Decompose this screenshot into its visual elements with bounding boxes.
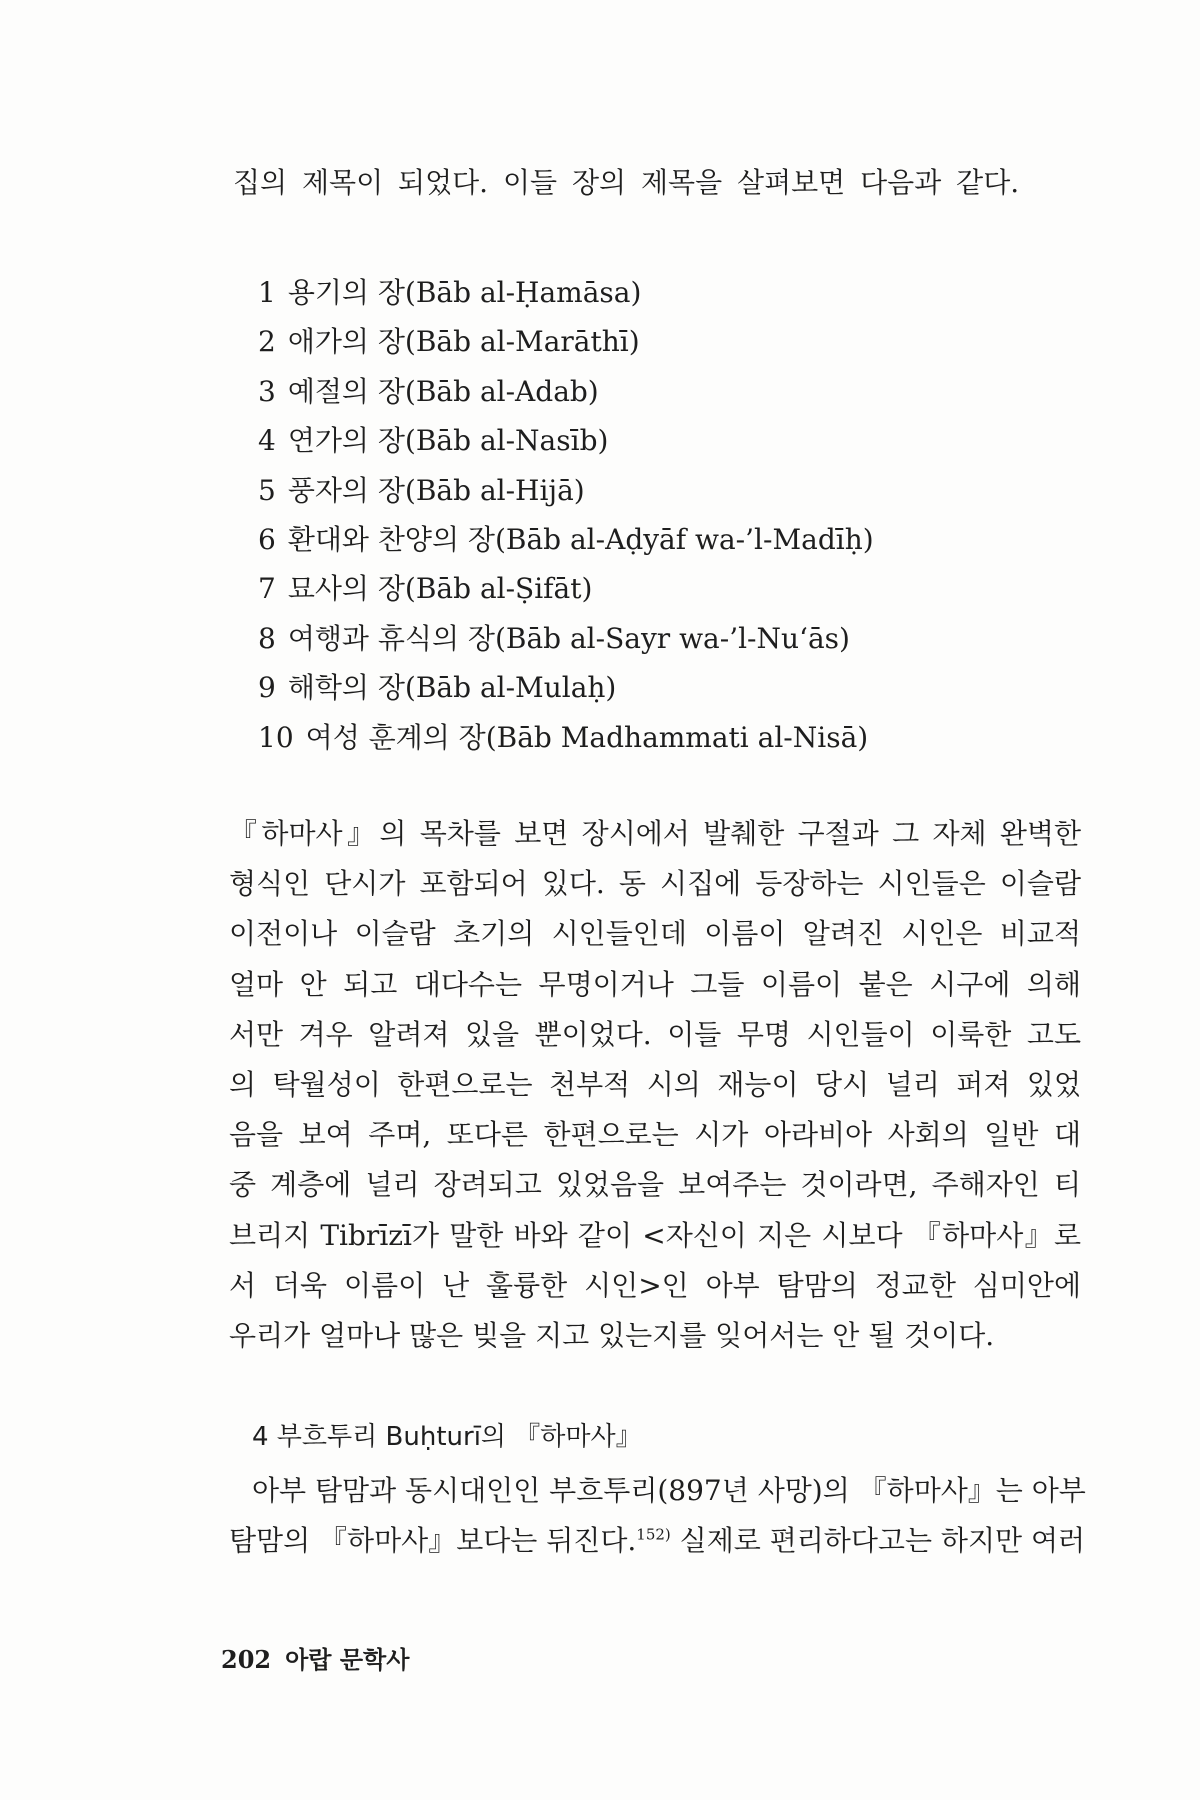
chapter-list-item (258, 367, 1038, 416)
body-paragraph (229, 1466, 1086, 1566)
paragraph-line: 음을 보여 주며, 또다른 한편으로는 시가 아라비아 사회의 일반 대 (229, 1118, 1081, 1152)
chapter-number: 5 (258, 473, 276, 507)
chapter-title: 애가의 장(Bāb al-Marāthī) (287, 325, 640, 359)
paragraph-line: 의 탁월성이 한편으로는 천부적 시의 재능이 당시 널리 퍼져 있었 (229, 1067, 1081, 1101)
chapter-number: 3 (258, 374, 276, 408)
page-number: 202 (221, 1645, 272, 1674)
chapter-number: 1 (258, 276, 276, 309)
paragraph-line: 『하마사』의 목차를 보면 장시에서 발췌한 구절과 그 자체 완벽한 (229, 817, 1081, 850)
chapter-list-item (258, 663, 1038, 712)
paragraph-line: 이전이나 이슬람 초기의 시인들인데 이름이 알려진 시인은 비교적 (229, 917, 1081, 951)
chapter-list-item (258, 564, 1038, 613)
running-title: 아랍 문학사 (285, 1645, 410, 1674)
chapter-title: 풍자의 장(Bāb al-Hijā) (287, 473, 585, 507)
paragraph-line: 우리가 얼마나 많은 빚을 지고 있는지를 잊어서는 안 될 것이다. (229, 1318, 995, 1352)
chapter-number: 7 (258, 572, 276, 606)
chapter-list-item (258, 268, 1038, 317)
chapter-title: 예절의 장(Bāb al-Adab) (287, 374, 599, 408)
chapter-list-item (258, 466, 1038, 515)
chapter-number: 8 (258, 621, 276, 655)
chapter-title: 묘사의 장(Bāb al-Ṣifāt) (287, 572, 593, 606)
chapter-title: 연가의 장(Bāb al-Nasīb) (287, 424, 609, 458)
paragraph-line: 아부 탐맘과 동시대인인 부흐투리(897년 사망)의 『하마사』는 아부 (252, 1474, 1086, 1507)
chapter-title: 환대와 찬양의 장(Bāb al-Aḍyāf wa-’l-Madīḥ) (287, 522, 874, 556)
paragraph-line: 서만 겨우 알려져 있을 뿐이었다. 이들 무명 시인들이 이룩한 고도 (229, 1017, 1081, 1051)
chapter-list-item (258, 515, 1038, 564)
chapter-number: 10 (258, 720, 294, 754)
chapter-title: 용기의 장(Bāb al-Ḥamāsa) (287, 276, 642, 309)
footnote-marker: 152) (636, 1525, 671, 1544)
paragraph-line: 브리지 Tibrīzī가 말한 바와 같이 <자신이 지은 시보다 『하마사』로 (229, 1218, 1081, 1252)
page-footer (221, 1643, 409, 1677)
chapter-list-item (258, 317, 1038, 366)
chapter-title: 여성 훈계의 장(Bāb Madhammati al-Nisā) (305, 720, 869, 754)
chapter-number: 9 (258, 671, 276, 705)
body-paragraph (229, 809, 1081, 1361)
paragraph-text: 실제로 편리하다고는 하지만 여러 (670, 1524, 1086, 1558)
paragraph-line (229, 1516, 1086, 1566)
chapter-title: 해학의 장(Bāb al-Mulaḥ) (287, 671, 617, 705)
chapter-list (258, 268, 1038, 762)
continuation-line: 집의 제목이 되었다. 이들 장의 제목을 살펴보면 다음과 같다. (233, 166, 1020, 199)
paragraph-line: 형식인 단시가 포함되어 있다. 동 시집에 등장하는 시인들은 이슬람 (229, 867, 1081, 901)
chapter-number: 2 (258, 325, 276, 359)
chapter-list-item (258, 614, 1038, 663)
chapter-list-item (258, 416, 1038, 465)
chapter-list-item (258, 713, 1038, 762)
chapter-number: 4 (258, 424, 276, 458)
chapter-number: 6 (258, 522, 276, 556)
chapter-title: 여행과 휴식의 장(Bāb al-Sayr wa-’l-Nu‘ās) (287, 621, 850, 655)
paragraph-line: 서 더욱 이름이 난 훌륭한 시인>인 아부 탐맘의 정교한 심미안에 (229, 1268, 1081, 1302)
section-heading: 4 부흐투리 Buḥturī의 『하마사』 (252, 1422, 642, 1452)
paragraph-line: 얼마 안 되고 대다수는 무명이거나 그들 이름이 붙은 시구에 의해 (229, 967, 1081, 1001)
paragraph-text: 탐맘의 『하마사』보다는 뒤진다. (229, 1524, 637, 1558)
paragraph-line: 중 계층에 널리 장려되고 있었음을 보여주는 것이라면, 주해자인 티 (229, 1168, 1081, 1202)
